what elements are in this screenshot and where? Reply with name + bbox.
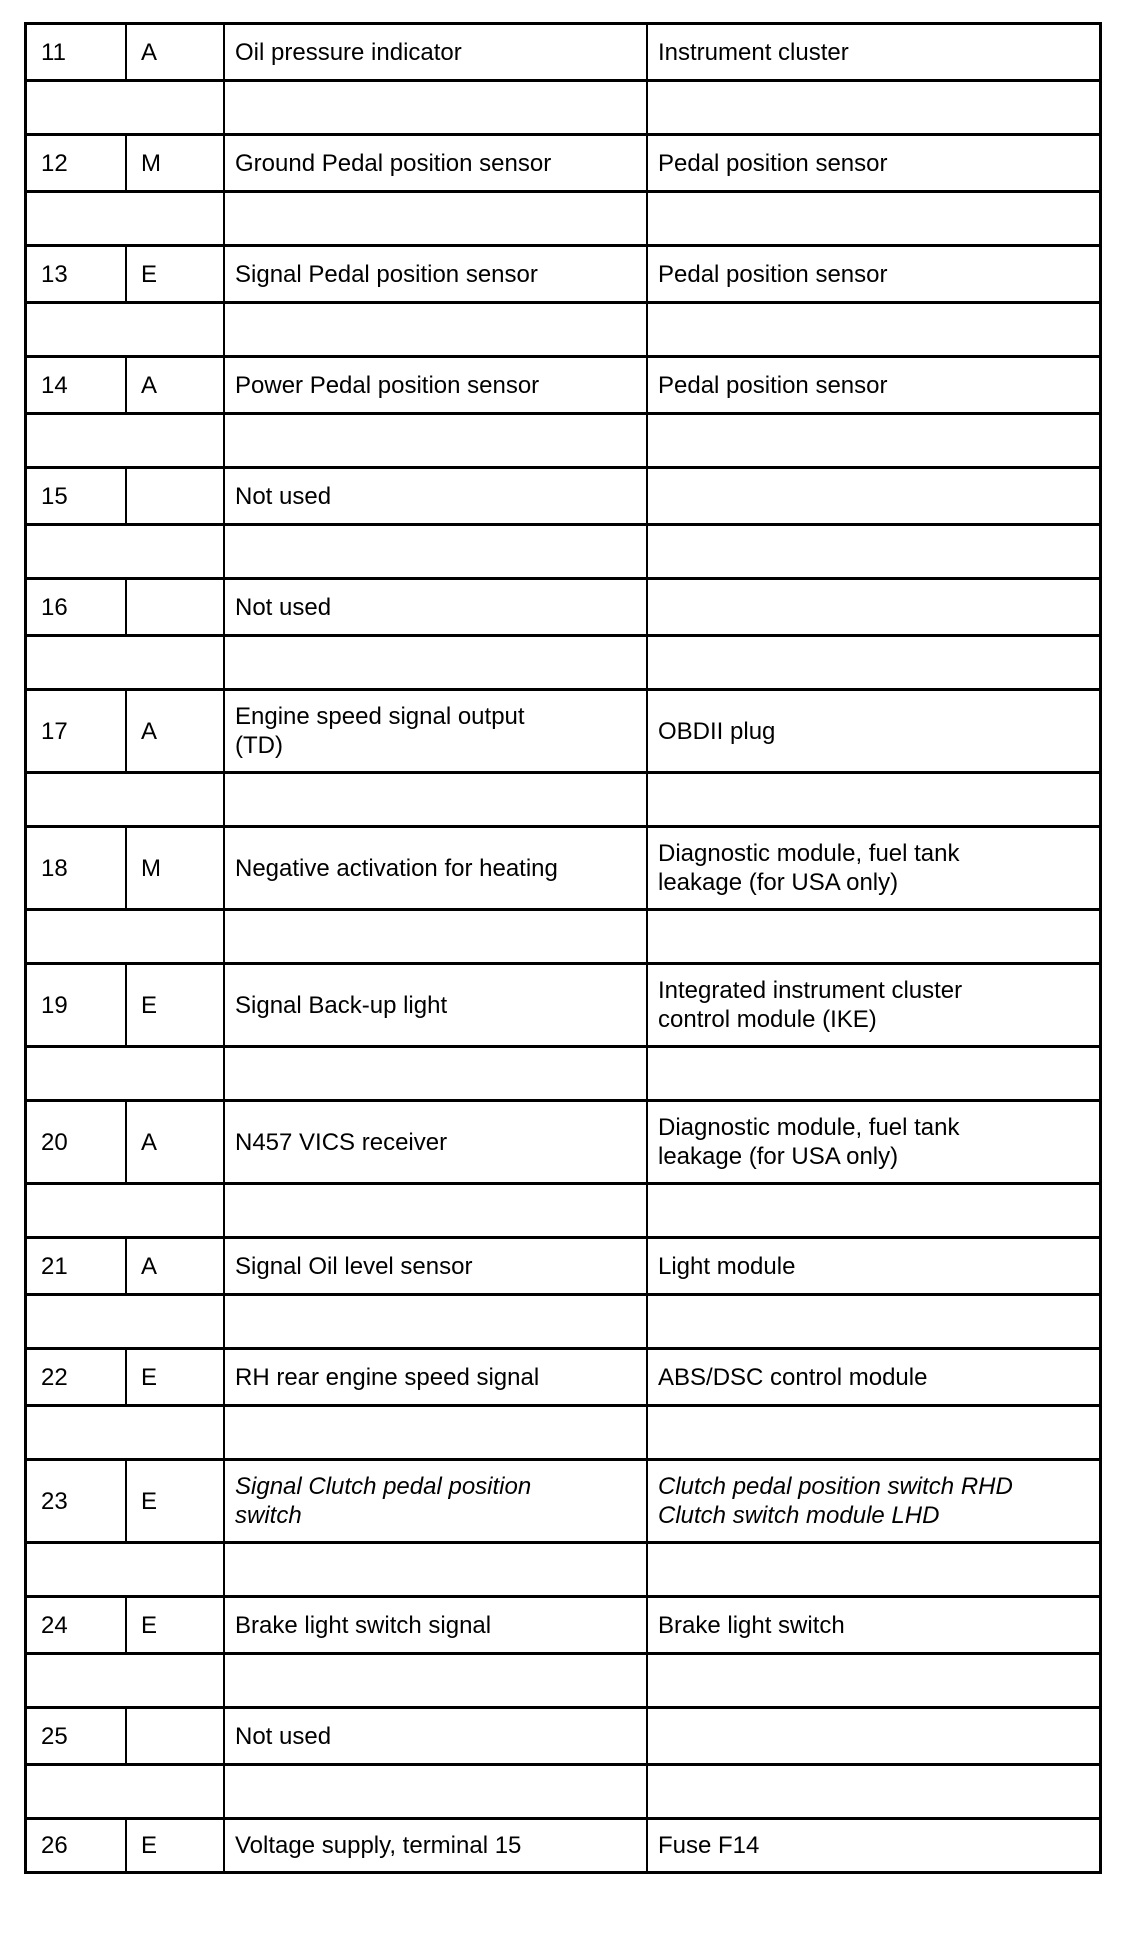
spacer-row <box>27 523 1099 577</box>
signal-type: E <box>125 247 223 301</box>
table-row <box>27 1706 1099 1763</box>
table-row <box>27 1099 1099 1182</box>
pin-number: 16 <box>41 593 68 621</box>
pin-connection: Light module <box>646 1239 1099 1293</box>
signal-type <box>125 580 223 634</box>
pin-connection: Pedal position sensor <box>646 247 1099 301</box>
pin-number: 12 <box>41 149 68 177</box>
spacer-row <box>27 1541 1099 1595</box>
pin-function: Signal Pedal position sensor <box>223 247 646 301</box>
signal-type: M <box>125 136 223 190</box>
pin-function: Power Pedal position sensor <box>223 358 646 412</box>
pin-number: 17 <box>41 717 68 745</box>
pin-number: 24 <box>41 1611 68 1639</box>
pin-number: 11 <box>41 38 66 66</box>
table-row <box>27 22 1099 79</box>
signal-type: E <box>125 1598 223 1652</box>
pin-connection: Pedal position sensor <box>646 358 1099 412</box>
signal-type: A <box>125 1239 223 1293</box>
pin-function: Oil pressure indicator <box>223 25 646 79</box>
pin-number: 20 <box>41 1128 68 1156</box>
spacer-row <box>27 79 1099 133</box>
table-row <box>27 133 1099 190</box>
pin-number: 14 <box>41 371 68 399</box>
spacer-row <box>27 301 1099 355</box>
table-row <box>27 688 1099 771</box>
spacer-row <box>27 771 1099 825</box>
signal-type: E <box>125 965 223 1045</box>
spacer-row <box>27 1404 1099 1458</box>
pin-function: Engine speed signal output (TD) <box>223 691 646 771</box>
pin-function: Voltage supply, terminal 15 <box>223 1820 646 1871</box>
pin-function: Ground Pedal position sensor <box>223 136 646 190</box>
spacer-row <box>27 412 1099 466</box>
pin-number: 13 <box>41 260 68 288</box>
pin-function: Signal Clutch pedal position switch <box>223 1461 646 1541</box>
signal-type: M <box>125 828 223 908</box>
table-row <box>27 577 1099 634</box>
pin-number: 22 <box>41 1363 68 1391</box>
table-row <box>27 466 1099 523</box>
pin-connection: Clutch pedal position switch RHD Clutch switch module LHD <box>646 1461 1099 1541</box>
signal-type: E <box>125 1461 223 1541</box>
pin-connection: Integrated instrument cluster control module (IKE) <box>646 965 1099 1045</box>
pin-function: Signal Back-up light <box>223 965 646 1045</box>
pin-connection: Pedal position sensor <box>646 136 1099 190</box>
table-row <box>27 1458 1099 1541</box>
table-row <box>27 1817 1099 1874</box>
pin-number: 15 <box>41 482 68 510</box>
pin-connection: OBDII plug <box>646 691 1099 771</box>
pin-connection: Brake light switch <box>646 1598 1099 1652</box>
pin-connection <box>646 580 1099 634</box>
signal-type <box>125 1709 223 1763</box>
signal-type: A <box>125 25 223 79</box>
spacer-row <box>27 908 1099 962</box>
pin-connection: Fuse F14 <box>646 1820 1099 1871</box>
pin-function: Brake light switch signal <box>223 1598 646 1652</box>
spacer-row <box>27 1045 1099 1099</box>
pin-function: Not used <box>223 1709 646 1763</box>
pin-function: Not used <box>223 469 646 523</box>
table-row <box>27 1595 1099 1652</box>
pin-function: RH rear engine speed signal <box>223 1350 646 1404</box>
pin-number: 18 <box>41 854 68 882</box>
pin-number: 25 <box>41 1722 68 1750</box>
spacer-row <box>27 1182 1099 1236</box>
spacer-row <box>27 1652 1099 1706</box>
pin-connection: Diagnostic module, fuel tank leakage (for USA only) <box>646 1102 1099 1182</box>
signal-type: E <box>125 1350 223 1404</box>
pin-function: N457 VICS receiver <box>223 1102 646 1182</box>
signal-type: A <box>125 691 223 771</box>
table-row <box>27 244 1099 301</box>
pin-number: 26 <box>41 1832 68 1859</box>
pin-assignment-table <box>24 22 1102 1874</box>
pin-number: 23 <box>41 1487 68 1515</box>
pin-function: Signal Oil level sensor <box>223 1239 646 1293</box>
pin-connection: ABS/DSC control module <box>646 1350 1099 1404</box>
pin-connection <box>646 469 1099 523</box>
spacer-row <box>27 190 1099 244</box>
signal-type: A <box>125 1102 223 1182</box>
table-row <box>27 962 1099 1045</box>
pin-connection: Instrument cluster <box>646 25 1099 79</box>
table-row <box>27 1347 1099 1404</box>
pin-function: Negative activation for heating <box>223 828 646 908</box>
table-row <box>27 1236 1099 1293</box>
pin-connection <box>646 1709 1099 1763</box>
pin-function: Not used <box>223 580 646 634</box>
pin-number: 19 <box>41 991 68 1019</box>
spacer-row <box>27 634 1099 688</box>
table-row <box>27 825 1099 908</box>
spacer-row <box>27 1293 1099 1347</box>
pin-connection: Diagnostic module, fuel tank leakage (for USA only) <box>646 828 1099 908</box>
spacer-row <box>27 1763 1099 1817</box>
signal-type: A <box>125 358 223 412</box>
pin-number: 21 <box>41 1252 68 1280</box>
signal-type <box>125 469 223 523</box>
signal-type: E <box>125 1820 223 1871</box>
table-row <box>27 355 1099 412</box>
